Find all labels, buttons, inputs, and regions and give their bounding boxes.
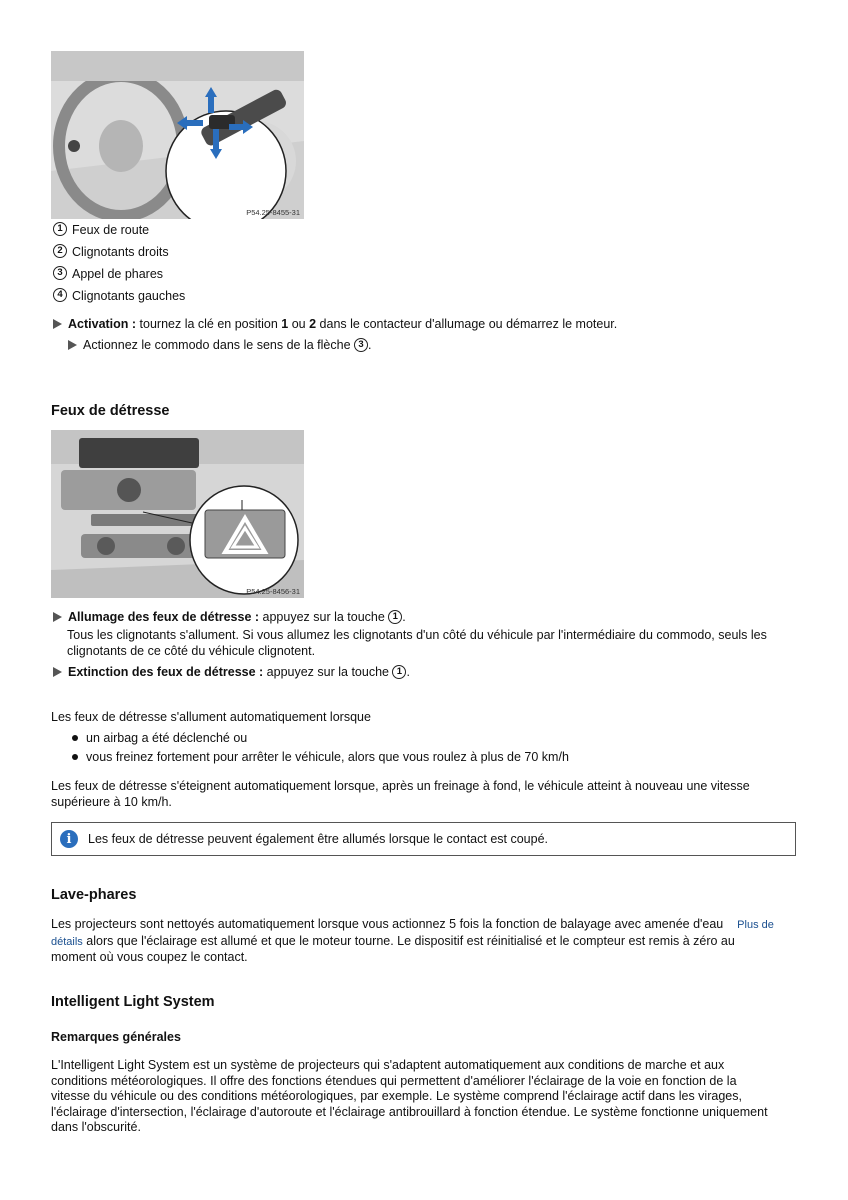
hazard-on-label: Allumage des feux de détresse : bbox=[68, 610, 260, 624]
substep-text: Actionnez le commodo dans le sens de la flèche bbox=[83, 338, 354, 352]
hazard-on-text: appuyez sur la touche bbox=[259, 610, 389, 624]
hazard-auto-off bbox=[51, 779, 801, 810]
legend-item bbox=[53, 245, 169, 259]
legend-item bbox=[53, 267, 163, 281]
inline-callout: 1 bbox=[392, 665, 406, 679]
bullet-icon bbox=[72, 735, 78, 741]
paragraph-line bbox=[51, 917, 801, 934]
paragraph-line: L'Intelligent Light System est un système de projecteurs qui s'adaptent automatiquement aux conditions de marche et aux bbox=[51, 1058, 725, 1072]
paragraph-line: conditions météorologiques. Il offre des fonctions étendues qui permettent d'améliorer l'éclairage de la voie en fonction de la bbox=[51, 1073, 737, 1088]
legend-label: Feux de route bbox=[72, 223, 150, 237]
substep-end: . bbox=[368, 338, 372, 352]
legend-label: Clignotants gauches bbox=[72, 289, 186, 303]
paragraph-line: dans l'obscurité. bbox=[51, 1120, 141, 1134]
lever-illustration bbox=[51, 51, 304, 219]
step-arrow-icon bbox=[53, 612, 62, 622]
activation-text: dans le contacteur d'allumage ou démarrez le moteur. bbox=[316, 317, 618, 331]
legend-item bbox=[53, 289, 185, 303]
hazard-on-detail: clignotants de ce côté du véhicule clignotent. bbox=[67, 644, 316, 658]
activation-label: Activation : bbox=[68, 317, 137, 331]
step-arrow-icon bbox=[68, 340, 77, 350]
hazard-auto-intro: Les feux de détresse s'allument automatiquement lorsque bbox=[51, 710, 371, 724]
step-arrow-icon bbox=[53, 319, 62, 329]
inline-callout: 3 bbox=[354, 338, 368, 352]
figure-hazard bbox=[51, 430, 304, 598]
hazard-off-step bbox=[53, 664, 798, 680]
list-item-text: un airbag a été déclenché ou bbox=[86, 731, 248, 745]
details-link[interactable]: Plus de bbox=[737, 919, 774, 931]
list-item bbox=[72, 750, 569, 764]
legend-number: 2 bbox=[53, 244, 67, 258]
legend-item bbox=[53, 223, 149, 237]
figure-code: P54.25-8455-31 bbox=[246, 208, 300, 217]
info-note bbox=[51, 822, 796, 856]
bullet-icon bbox=[72, 754, 78, 760]
hazard-on-end: . bbox=[402, 610, 406, 624]
paragraph-text: alors que l'éclairage est allumé et que le moteur tourne. Le dispositif est réinitialisé et le compteur est remis à zéro au bbox=[82, 933, 735, 948]
paragraph-line: l'éclairage d'intersection, l'éclairage d'autoroute et l'éclairage antibrouillard à fonction étendue. Le système fonctionne uniquement bbox=[51, 1104, 768, 1119]
subsection-title: Remarques générales bbox=[51, 1030, 181, 1044]
ils-paragraph bbox=[51, 1058, 801, 1136]
inline-callout: 1 bbox=[388, 610, 402, 624]
legend-number: 1 bbox=[53, 222, 67, 236]
paragraph-line: supérieure à 10 km/h. bbox=[51, 794, 172, 809]
washer-paragraph bbox=[51, 917, 801, 966]
legend-label: Appel de phares bbox=[72, 267, 164, 281]
legend-number: 3 bbox=[53, 266, 67, 280]
section-title-hazard: Feux de détresse bbox=[51, 403, 170, 419]
list-item bbox=[72, 731, 247, 745]
details-link[interactable]: détails bbox=[51, 935, 83, 948]
section-title-washer: Lave-phares bbox=[51, 887, 137, 903]
list-item-text: vous freinez fortement pour arrêter le véhicule, alors que vous roulez à plus de 70 km/h bbox=[86, 750, 569, 764]
figure-lever bbox=[51, 51, 304, 219]
hazard-on-step bbox=[53, 609, 798, 625]
legend-number: 4 bbox=[53, 288, 67, 302]
paragraph-line bbox=[51, 934, 801, 951]
figure-code: P54.25-8456-31 bbox=[246, 587, 300, 596]
hazard-illustration bbox=[51, 430, 304, 598]
paragraph-line: moment où vous coupez le contact. bbox=[51, 950, 248, 964]
activation-step bbox=[53, 316, 798, 332]
position-1: 1 bbox=[281, 317, 289, 331]
section-title-ils: Intelligent Light System bbox=[51, 994, 215, 1010]
paragraph-line: vitesse du véhicule ou des conditions météorologiques, par exemple. Le système comprend l'éclairage actif dans les virages, bbox=[51, 1089, 742, 1103]
paragraph-text: Les projecteurs sont nettoyés automatiquement lorsque vous actionnez 5 fois la fonction de balayage avec amenée d'eau bbox=[51, 917, 724, 931]
activation-substep bbox=[68, 337, 798, 353]
activation-text: tournez la clé en position bbox=[136, 317, 282, 331]
paragraph-line: Les feux de détresse s'éteignent automatiquement lorsque, après un freinage à fond, le véhicule atteint à nouveau une vitesse bbox=[51, 779, 750, 793]
info-icon: i bbox=[60, 830, 78, 848]
step-arrow-icon bbox=[53, 667, 62, 677]
note-text: Les feux de détresse peuvent également être allumés lorsque le contact est coupé. bbox=[88, 832, 549, 846]
hazard-on-detail: Tous les clignotants s'allument. Si vous allumez les clignotants d'un côté du véhicule par l'intermédiaire du commodo, seuls les bbox=[67, 628, 767, 642]
legend-label: Clignotants droits bbox=[72, 245, 169, 259]
position-2: 2 bbox=[309, 317, 317, 331]
hazard-off-text: appuyez sur la touche bbox=[263, 665, 393, 679]
activation-text: ou bbox=[288, 317, 310, 331]
hazard-off-label: Extinction des feux de détresse : bbox=[68, 665, 264, 679]
hazard-off-end: . bbox=[406, 665, 410, 679]
